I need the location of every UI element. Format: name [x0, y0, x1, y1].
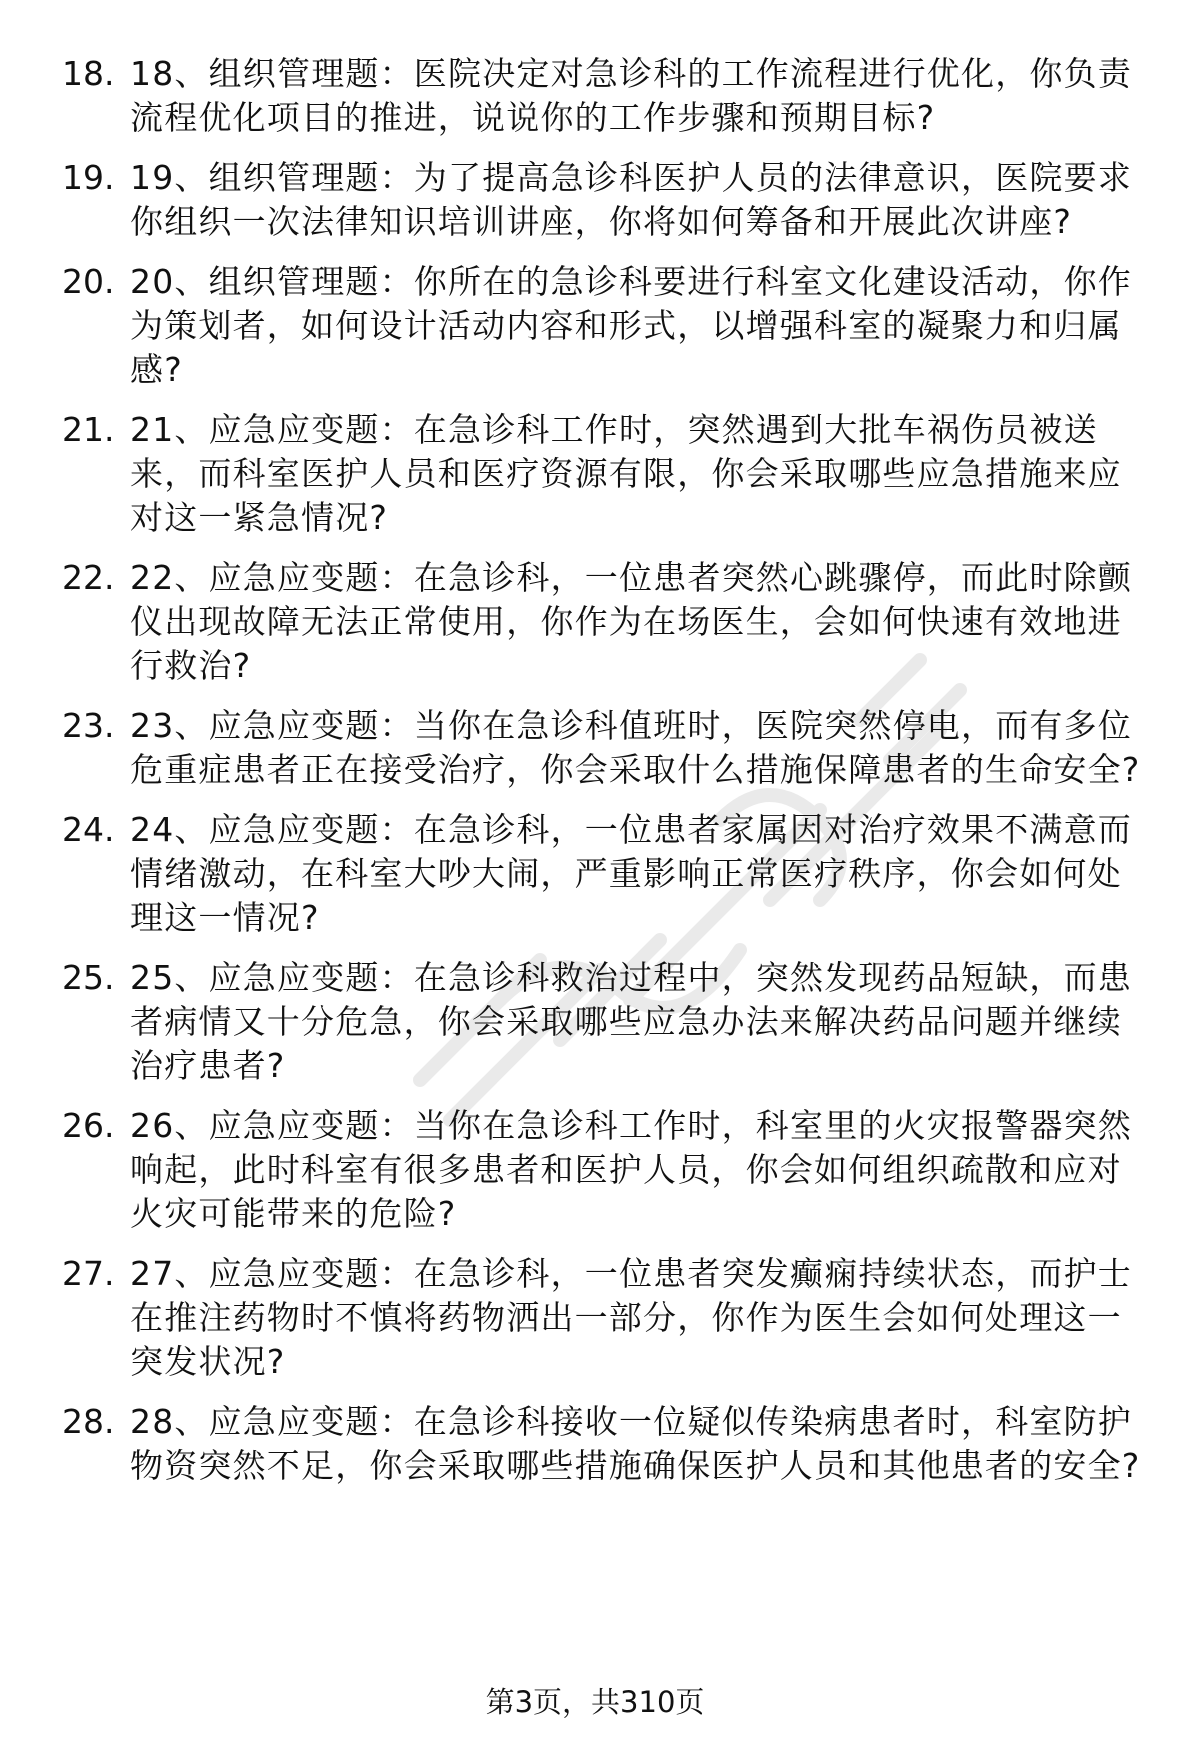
question-number: 19. — [62, 158, 115, 197]
question-item — [62, 1400, 1162, 1488]
question-item — [62, 704, 1162, 792]
question-item — [62, 52, 1162, 140]
question-number: 24. — [62, 810, 115, 849]
question-number: 23. — [62, 706, 115, 745]
question-number: 20. — [62, 262, 115, 301]
question-item — [62, 1252, 1162, 1384]
question-text: 20、组织管理题：你所在的急诊科要进行科室文化建设活动，你作为策划者，如何设计活动内容和形式，以增强科室的凝聚力和归属感? — [130, 262, 1132, 389]
question-text: 21、应急应变题：在急诊科工作时，突然遇到大批车祸伤员被送来，而科室医护人员和医疗资源有限，你会采取哪些应急措施来应对这一紧急情况? — [130, 410, 1122, 537]
question-text: 18、组织管理题：医院决定对急诊科的工作流程进行优化，你负责流程优化项目的推进，说说你的工作步骤和预期目标? — [130, 54, 1132, 137]
question-item — [62, 1104, 1162, 1236]
question-item — [62, 556, 1162, 688]
question-item — [62, 956, 1162, 1088]
question-item — [62, 408, 1162, 540]
question-text: 28、应急应变题：在急诊科接收一位疑似传染病患者时，科室防护物资突然不足，你会采取哪些措施确保医护人员和其他患者的安全? — [130, 1402, 1141, 1485]
question-text: 19、组织管理题：为了提高急诊科医护人员的法律意识，医院要求你组织一次法律知识培训讲座，你将如何筹备和开展此次讲座? — [130, 158, 1132, 241]
question-number: 28. — [62, 1402, 115, 1441]
question-item — [62, 260, 1162, 392]
question-text: 22、应急应变题：在急诊科，一位患者突然心跳骤停，而此时除颤仪出现故障无法正常使用，你作为在场医生，会如何快速有效地进行救治? — [130, 558, 1132, 685]
question-number: 22. — [62, 558, 115, 597]
question-text: 24、应急应变题：在急诊科，一位患者家属因对治疗效果不满意而情绪激动，在科室大吵大闹，严重影响正常医疗秩序，你会如何处理这一情况? — [130, 810, 1132, 937]
question-text: 26、应急应变题：当你在急诊科工作时，科室里的火灾报警器突然响起，此时科室有很多患者和医护人员，你会如何组织疏散和应对火灾可能带来的危险? — [130, 1106, 1132, 1233]
question-number: 25. — [62, 958, 115, 997]
question-item — [62, 808, 1162, 940]
question-number: 21. — [62, 410, 115, 449]
question-item — [62, 156, 1162, 244]
question-number: 18. — [62, 54, 115, 93]
page-footer: 第3页，共310页 — [485, 1685, 705, 1719]
question-text: 27、应急应变题：在急诊科，一位患者突发癫痫持续状态，而护士在推注药物时不慎将药物洒出一部分，你作为医生会如何处理这一突发状况? — [130, 1254, 1132, 1381]
question-text: 25、应急应变题：在急诊科救治过程中，突然发现药品短缺，而患者病情又十分危急，你会采取哪些应急办法来解决药品问题并继续治疗患者? — [130, 958, 1132, 1085]
question-list — [62, 52, 1162, 1504]
question-text: 23、应急应变题：当你在急诊科值班时，医院突然停电，而有多位危重症患者正在接受治疗，你会采取什么措施保障患者的生命安全? — [130, 706, 1141, 789]
question-number: 26. — [62, 1106, 115, 1145]
question-number: 27. — [62, 1254, 115, 1293]
